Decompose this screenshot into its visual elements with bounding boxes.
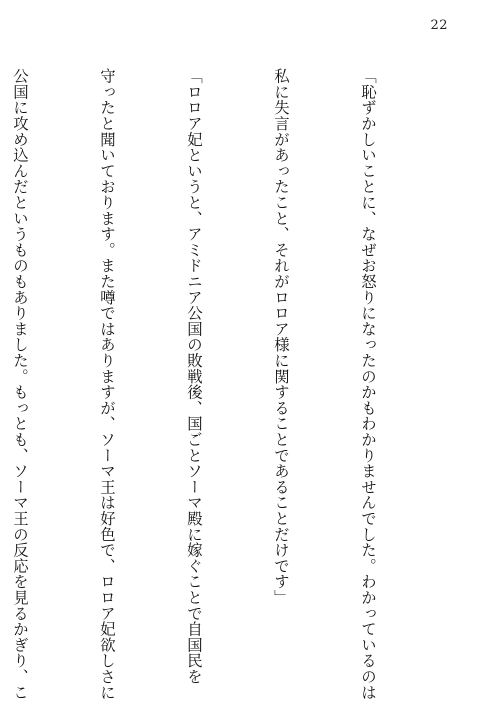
page-number: 22	[430, 18, 448, 33]
text-line: 「ロロア妃というと、アミドニア公国の敗戦後、国ごとソーマ殿に嫁ぐことで自国民を	[185, 68, 203, 685]
text-line: 私に失言があったこと、それがロロア様に関することであることだけです」	[272, 68, 290, 606]
text-line: 「恥ずかしいことに、なぜお怒りになったのかもわかりませんでした。わかっているのは	[359, 68, 377, 700]
text-line: 守ったと聞いております。また噂ではありますが、ソーマ王は好色で、ロロア妃欲しさに	[98, 68, 116, 700]
text-line: 公国に攻め込んだというものもありました。もっとも、ソーマ王の反応を見るかぎり、こ	[11, 68, 29, 700]
body-text	[11, 68, 440, 700]
